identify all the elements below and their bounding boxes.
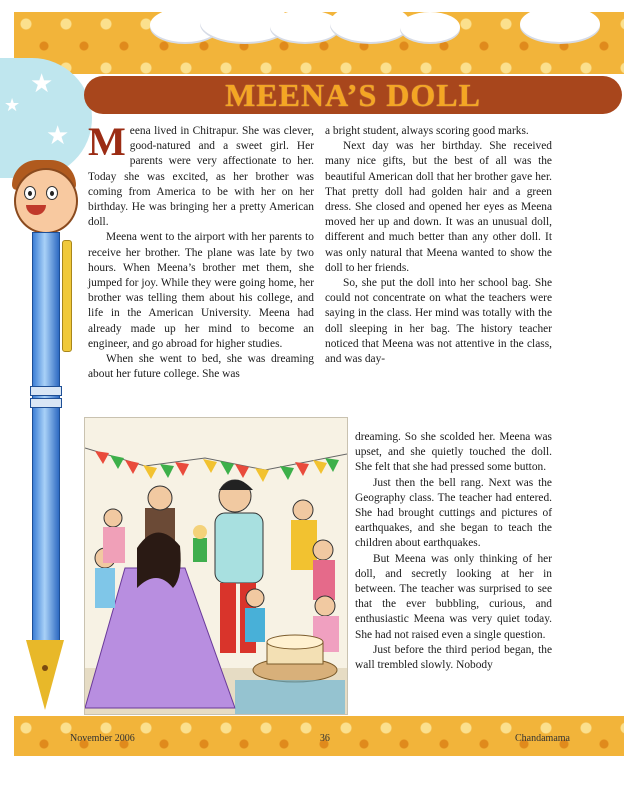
text-column-2-continued — [355, 430, 552, 673]
title-banner — [84, 76, 622, 114]
drop-cap: M — [88, 119, 126, 164]
magazine-name: Chandamama — [515, 732, 570, 744]
text-column-2 — [325, 124, 552, 367]
eye-icon — [24, 186, 36, 200]
page-title: MEENA’S DOLL — [225, 76, 481, 113]
paragraph: Meena lived in Chitrapur. She was clever, good-natured and a sweet girl. Her parents were very affectionate to her. Today she was excited, as her brother was coming from America to be with her on her birthday. He was bringing her a pretty American doll. — [88, 119, 314, 229]
paragraph: Next day was her birthday. She received many nice gifts, but the best of all was the beautiful American doll that her brother gave her. That pretty doll had golden hair and a green dress. She closed and opened her eyes as Meena moved her up and down. It was an unusual doll, different and much better than any other doll. It was only natural that Meena wanted to show the doll to her friends. — [325, 140, 552, 274]
cloud-decoration — [270, 10, 340, 42]
paragraph: dreaming. So she scolded her. Meena was upset, and she quietly touched the doll. She felt that she had pressed some button. — [355, 431, 552, 474]
star-icon: ★ — [4, 95, 21, 115]
paragraph: But Meena was only thinking of her doll, and secretly looking at her in between. The teacher was surprised to see that the ever bubbling, curious, and enthusiastic Meena was very quiet today. She had not raised even a single question. — [355, 552, 552, 641]
page-number: 36 — [319, 732, 330, 744]
cloud-decoration — [330, 4, 410, 42]
paragraph: Just then the bell rang. Next was the Geography class. The teacher had entered. She had brought cuttings and pictures of earthquakes, and she began to teach the children about earthquakes. — [355, 476, 552, 550]
pen-nib-icon — [26, 640, 64, 710]
paragraph: Just before the third period began, the wall trembled slowly. Nobody — [355, 643, 552, 672]
page-footer — [70, 731, 570, 745]
birthday-party-illustration — [84, 417, 348, 715]
star-icon: ★ — [30, 68, 54, 98]
paragraph: When she went to bed, she was dreaming about her future college. She was — [88, 353, 314, 381]
pen-character-face — [14, 168, 78, 234]
party-scene-image — [85, 418, 347, 714]
star-icon: ★ — [46, 120, 70, 150]
cloud-decoration — [520, 6, 600, 42]
pen-nib-hole — [42, 665, 48, 671]
text-column-1 — [88, 119, 314, 382]
cloud-decoration — [400, 12, 460, 42]
pen-clip — [62, 240, 72, 352]
paragraph: So, she put the doll into her school bag. She could not concentrate on what the teachers were saying in the class. Her mind was totally with the doll sleeping in her bag. The history teacher noticed that Meena was not attentive in the class, and was day- — [325, 277, 552, 366]
paragraph: a bright student, always scoring good marks. — [325, 125, 529, 137]
pen-band — [30, 398, 62, 408]
pen-band — [30, 386, 62, 396]
issue-date: November 2006 — [70, 732, 135, 744]
pen-illustration — [32, 232, 60, 644]
eye-icon — [46, 186, 58, 200]
paragraph: Meena went to the airport with her parents to receive her brother. The plane was late by two hours. When Meena’s brother met them, she jumped for joy. While they were going home, her brother was telling them about his college, and life in the American University. Meena had already made up her mind to become an engineer, and go abroad for higher studies. — [88, 231, 314, 350]
